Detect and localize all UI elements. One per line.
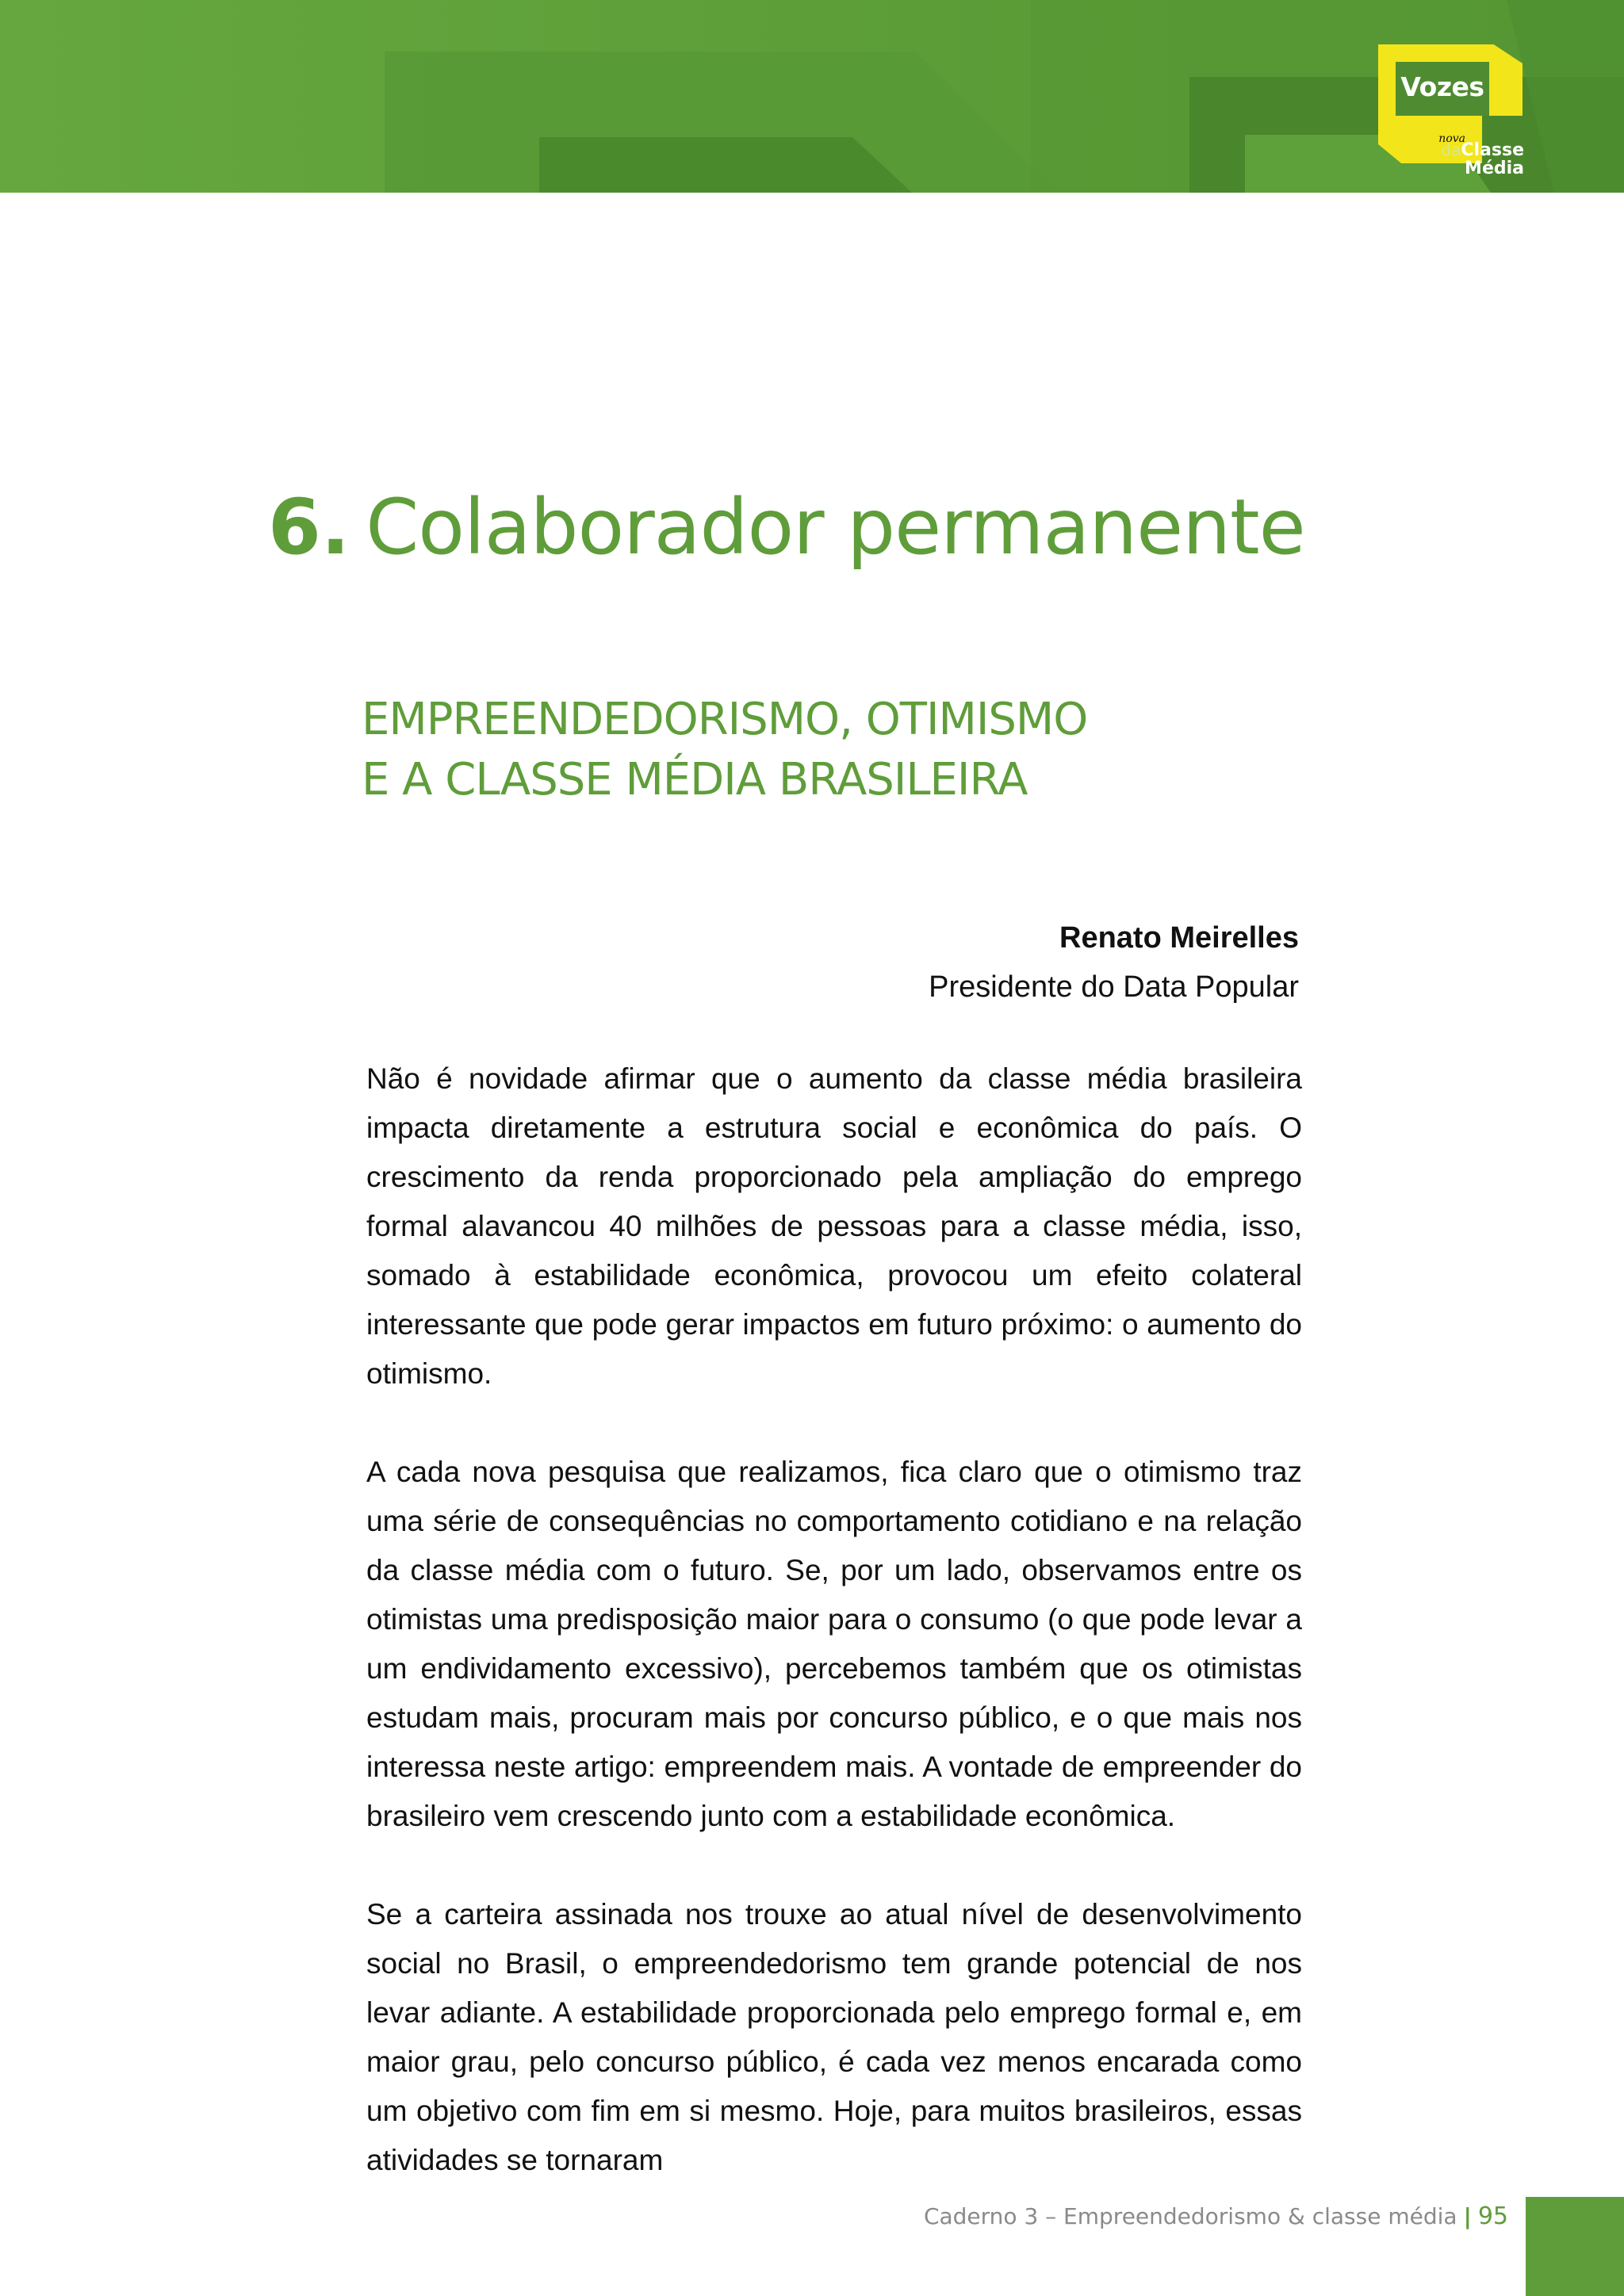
paragraph: A cada nova pesquisa que realizamos, fica claro que o otimismo traz uma série de consequências no comportamento cotidiano e na relação da classe média com o futuro. Se, por um lado, observamos entre os otimistas uma predisposição maior para o consumo (o que pode levar a um endividamento excessivo), percebemos também que os otimistas estudam mais, procuram mais por concurso público, e o que mais nos interessa neste artigo: empreendem mais. A vontade de empreender do brasileiro vem crescendo junto com a estabilidade econômica. xyxy=(366,1456,1302,1832)
page-footer xyxy=(924,2202,1508,2230)
logo-nova: nova xyxy=(1438,132,1465,145)
vozes-logo xyxy=(1378,44,1537,183)
article-title-line: E A CLASSE MÉDIA BRASILEIRA xyxy=(362,754,1028,806)
footer-separator: | xyxy=(1463,2203,1472,2229)
paragraph: Se a carteira assinada nos trouxe ao atual nível de desenvolvimento social no Brasil, o empreendedorismo tem grande potencial de nos levar adiante. A estabilidade proporcionada pelo emprego formal e, em maior grau, pelo concurso público, é cada vez menos encarada como um objetivo com fim em si mesmo. Hoje, para muitos brasileiros, essas atividades se tornaram xyxy=(366,1898,1302,2176)
footer-corner-block xyxy=(1526,2197,1624,2296)
logo-subtitle xyxy=(1438,132,1524,178)
author-role: Presidente do Data Popular xyxy=(929,970,1299,1004)
chapter-heading xyxy=(268,476,1378,579)
chapter-title: Colaborador permanente xyxy=(366,483,1305,572)
logo-classe: Classe xyxy=(1461,140,1524,160)
paragraph: Não é novidade afirmar que o aumento da classe média brasileira impacta diretamente a estrutura social e econômica do país. O crescimento da renda proporcionado pela ampliação do emprego formal alavancou 40 milhões de pessoas para a classe média, isso, somado à estabilidade econômica, provocou um efeito colateral interessante que pode gerar impactos em futuro próximo: o aumento do otimismo. xyxy=(366,1062,1302,1390)
article-title-line: EMPREENDEDORISMO, OTIMISMO xyxy=(362,694,1088,745)
chapter-number: 6. xyxy=(268,483,350,572)
author-name: Renato Meirelles xyxy=(1059,921,1299,955)
footer-caption: Caderno 3 – Empreendedorismo & classe média xyxy=(923,2203,1457,2229)
logo-word: Vozes xyxy=(1400,71,1484,102)
article-title xyxy=(362,690,1392,810)
author-block xyxy=(929,913,1299,1012)
logo-da: da xyxy=(1441,140,1461,159)
logo-media: Média xyxy=(1465,159,1524,178)
header-band xyxy=(0,0,1624,193)
article-body xyxy=(366,1054,1302,2234)
page-number: 95 xyxy=(1477,2202,1508,2230)
